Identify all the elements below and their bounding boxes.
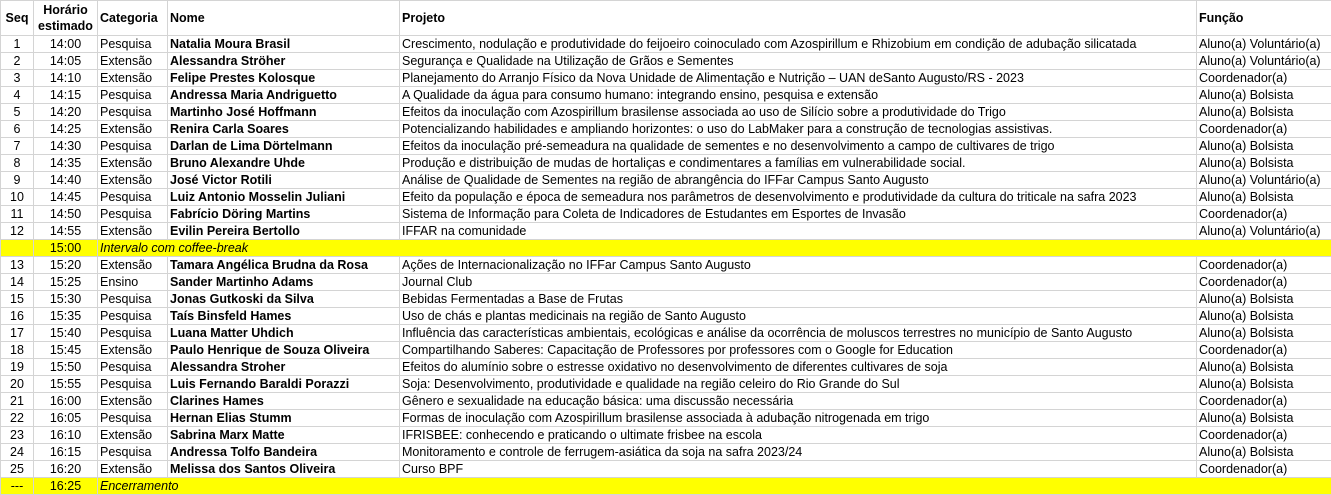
name-cell[interactable]: Andressa Maria Andriguetto <box>168 87 400 104</box>
name-cell[interactable]: Hernan Elias Stumm <box>168 410 400 427</box>
time-cell[interactable]: 14:35 <box>34 155 98 172</box>
time-cell[interactable]: 15:20 <box>34 257 98 274</box>
table-row <box>1 376 1331 393</box>
role-cell[interactable]: Coordenador(a) <box>1197 206 1331 223</box>
role-cell[interactable]: Aluno(a) Bolsista <box>1197 155 1331 172</box>
time-cell[interactable]: 15:50 <box>34 359 98 376</box>
seq-cell[interactable]: 10 <box>1 189 34 206</box>
category-cell[interactable]: Extensão <box>98 155 168 172</box>
header-categoria[interactable]: Categoria <box>98 1 168 36</box>
time-cell[interactable]: 15:35 <box>34 308 98 325</box>
name-cell[interactable]: Jonas Gutkoski da Silva <box>168 291 400 308</box>
break-row <box>1 240 1331 257</box>
time-cell[interactable]: 15:45 <box>34 342 98 359</box>
project-cell[interactable]: Efeitos do alumínio sobre o estresse oxidativo no desenvolvimento de diferentes cultivares de soja <box>400 359 1197 376</box>
time-cell[interactable]: 14:30 <box>34 138 98 155</box>
break-description-cell[interactable]: Intervalo com coffee-break <box>98 240 1331 257</box>
table-row <box>1 70 1331 87</box>
project-cell[interactable]: Formas de inoculação com Azospirillum brasilense associada à adubação nitrogenada em trigo <box>400 410 1197 427</box>
project-cell[interactable]: Sistema de Informação para Coleta de Indicadores de Estudantes em Esportes de Invasão <box>400 206 1197 223</box>
seq-cell[interactable]: 21 <box>1 393 34 410</box>
table-row <box>1 138 1331 155</box>
name-cell[interactable]: Evilin Pereira Bertollo <box>168 223 400 240</box>
category-cell[interactable]: Extensão <box>98 70 168 87</box>
time-cell[interactable]: 16:15 <box>34 444 98 461</box>
seq-cell[interactable]: 4 <box>1 87 34 104</box>
category-cell[interactable]: Pesquisa <box>98 291 168 308</box>
role-cell[interactable]: Aluno(a) Voluntário(a) <box>1197 53 1331 70</box>
role-cell[interactable]: Coordenador(a) <box>1197 257 1331 274</box>
header-horario-line2: estimado <box>38 19 93 33</box>
schedule-part-1 <box>1 36 1331 240</box>
seq-cell[interactable]: 5 <box>1 104 34 121</box>
name-cell[interactable]: Paulo Henrique de Souza Oliveira <box>168 342 400 359</box>
table-row <box>1 427 1331 444</box>
seq-cell[interactable]: 11 <box>1 206 34 223</box>
table-row <box>1 172 1331 189</box>
time-cell[interactable]: 16:20 <box>34 461 98 478</box>
table-row <box>1 461 1331 478</box>
role-cell[interactable]: Coordenador(a) <box>1197 342 1331 359</box>
seq-cell[interactable]: 15 <box>1 291 34 308</box>
role-cell[interactable]: Coordenador(a) <box>1197 274 1331 291</box>
category-cell[interactable]: Pesquisa <box>98 189 168 206</box>
category-cell[interactable]: Pesquisa <box>98 308 168 325</box>
time-cell[interactable]: 16:00 <box>34 393 98 410</box>
project-cell[interactable]: Ações de Internacionalização no IFFar Campus Santo Augusto <box>400 257 1197 274</box>
role-cell[interactable]: Aluno(a) Bolsista <box>1197 444 1331 461</box>
seq-cell[interactable]: 16 <box>1 308 34 325</box>
time-cell[interactable]: 15:30 <box>34 291 98 308</box>
name-cell[interactable]: Alessandra Ströher <box>168 53 400 70</box>
break-seq-cell[interactable] <box>1 240 34 257</box>
project-cell[interactable]: Planejamento do Arranjo Físico da Nova Unidade de Alimentação e Nutrição – UAN deSanto Augusto/RS - 2023 <box>400 70 1197 87</box>
seq-cell[interactable]: 12 <box>1 223 34 240</box>
role-cell[interactable]: Aluno(a) Voluntário(a) <box>1197 223 1331 240</box>
category-cell[interactable]: Pesquisa <box>98 359 168 376</box>
table-row <box>1 257 1331 274</box>
role-cell[interactable]: Coordenador(a) <box>1197 121 1331 138</box>
role-cell[interactable]: Aluno(a) Voluntário(a) <box>1197 36 1331 53</box>
time-cell[interactable]: 14:50 <box>34 206 98 223</box>
project-cell[interactable]: Segurança e Qualidade na Utilização de Grãos e Sementes <box>400 53 1197 70</box>
table-row <box>1 53 1331 70</box>
seq-cell[interactable]: 22 <box>1 410 34 427</box>
time-cell[interactable]: 14:00 <box>34 36 98 53</box>
table-row <box>1 393 1331 410</box>
project-cell[interactable]: Journal Club <box>400 274 1197 291</box>
table-row <box>1 325 1331 342</box>
name-cell[interactable]: Felipe Prestes Kolosque <box>168 70 400 87</box>
role-cell[interactable]: Coordenador(a) <box>1197 427 1331 444</box>
project-cell[interactable]: Análise de Qualidade de Sementes na região de abrangência do IFFar Campus Santo Augusto <box>400 172 1197 189</box>
seq-cell[interactable]: 1 <box>1 36 34 53</box>
name-cell[interactable]: José Victor Rotili <box>168 172 400 189</box>
category-cell[interactable]: Extensão <box>98 53 168 70</box>
category-cell[interactable]: Extensão <box>98 427 168 444</box>
break-section <box>1 240 1331 257</box>
name-cell[interactable]: Taís Binsfeld Hames <box>168 308 400 325</box>
name-cell[interactable]: Renira Carla Soares <box>168 121 400 138</box>
time-cell[interactable]: 14:10 <box>34 70 98 87</box>
name-cell[interactable]: Bruno Alexandre Uhde <box>168 155 400 172</box>
time-cell[interactable]: 16:05 <box>34 410 98 427</box>
end-time-cell[interactable]: 16:25 <box>34 478 98 495</box>
header-nome[interactable]: Nome <box>168 1 400 36</box>
seq-cell[interactable]: 24 <box>1 444 34 461</box>
table-row <box>1 359 1331 376</box>
category-cell[interactable]: Ensino <box>98 274 168 291</box>
name-cell[interactable]: Tamara Angélica Brudna da Rosa <box>168 257 400 274</box>
project-cell[interactable]: Influência das características ambientais, ecológicas e análise da ocorrência de moluscos terrestres no município de Santo Augusto <box>400 325 1197 342</box>
seq-cell[interactable]: 23 <box>1 427 34 444</box>
project-cell[interactable]: IFRISBEE: conhecendo e praticando o ultimate frisbee na escola <box>400 427 1197 444</box>
name-cell[interactable]: Clarines Hames <box>168 393 400 410</box>
project-cell[interactable]: Efeitos da inoculação pré-semeadura na qualidade de sementes e no desenvolvimento a campo de cultivares de trigo <box>400 138 1197 155</box>
role-cell[interactable]: Aluno(a) Bolsista <box>1197 410 1331 427</box>
seq-cell[interactable]: 6 <box>1 121 34 138</box>
category-cell[interactable]: Extensão <box>98 257 168 274</box>
table-row <box>1 104 1331 121</box>
role-cell[interactable]: Aluno(a) Bolsista <box>1197 291 1331 308</box>
header-row <box>1 1 1331 36</box>
schedule-part-2 <box>1 257 1331 478</box>
role-cell[interactable]: Coordenador(a) <box>1197 393 1331 410</box>
name-cell[interactable]: Luis Fernando Baraldi Porazzi <box>168 376 400 393</box>
seq-cell[interactable]: 14 <box>1 274 34 291</box>
break-time-cell[interactable]: 15:00 <box>34 240 98 257</box>
table-row <box>1 308 1331 325</box>
role-cell[interactable]: Aluno(a) Bolsista <box>1197 308 1331 325</box>
project-cell[interactable]: A Qualidade da água para consumo humano: integrando ensino, pesquisa e extensão <box>400 87 1197 104</box>
role-cell[interactable]: Coordenador(a) <box>1197 461 1331 478</box>
table-row <box>1 36 1331 53</box>
name-cell[interactable]: Sabrina Marx Matte <box>168 427 400 444</box>
project-cell[interactable]: Produção e distribuição de mudas de hortaliças e condimentares a famílias em vulnerabilidade social. <box>400 155 1197 172</box>
table-row <box>1 87 1331 104</box>
table-row <box>1 291 1331 308</box>
table-row <box>1 121 1331 138</box>
seq-cell[interactable]: 2 <box>1 53 34 70</box>
table-row <box>1 155 1331 172</box>
time-cell[interactable]: 16:10 <box>34 427 98 444</box>
end-seq-cell[interactable]: --- <box>1 478 34 495</box>
category-cell[interactable]: Extensão <box>98 342 168 359</box>
name-cell[interactable]: Andressa Tolfo Bandeira <box>168 444 400 461</box>
table-row <box>1 223 1331 240</box>
end-section <box>1 478 1331 495</box>
time-cell[interactable]: 14:05 <box>34 53 98 70</box>
role-cell[interactable]: Aluno(a) Bolsista <box>1197 87 1331 104</box>
project-cell[interactable]: Monitoramento e controle de ferrugem-asiática da soja na safra 2023/24 <box>400 444 1197 461</box>
project-cell[interactable]: Efeito da população e época de semeadura nos parâmetros de desenvolvimento e produtividade da cultura do triticale na safra 2023 <box>400 189 1197 206</box>
name-cell[interactable]: Luana Matter Uhdich <box>168 325 400 342</box>
seq-cell[interactable]: 3 <box>1 70 34 87</box>
role-cell[interactable]: Aluno(a) Bolsista <box>1197 359 1331 376</box>
seq-cell[interactable]: 13 <box>1 257 34 274</box>
project-cell[interactable]: Crescimento, nodulação e produtividade do feijoeiro coinoculado com Azospirillum e Rhizobium em condição de adubação silicatada <box>400 36 1197 53</box>
time-cell[interactable]: 14:40 <box>34 172 98 189</box>
seq-cell[interactable]: 19 <box>1 359 34 376</box>
name-cell[interactable]: Natalia Moura Brasil <box>168 36 400 53</box>
category-cell[interactable]: Pesquisa <box>98 36 168 53</box>
time-cell[interactable]: 15:25 <box>34 274 98 291</box>
seq-cell[interactable]: 18 <box>1 342 34 359</box>
table-row <box>1 410 1331 427</box>
category-cell[interactable]: Pesquisa <box>98 138 168 155</box>
name-cell[interactable]: Sander Martinho Adams <box>168 274 400 291</box>
project-cell[interactable]: Compartilhando Saberes: Capacitação de Professores por professores com o Google for Education <box>400 342 1197 359</box>
seq-cell[interactable]: 25 <box>1 461 34 478</box>
role-cell[interactable]: Aluno(a) Bolsista <box>1197 138 1331 155</box>
category-cell[interactable]: Pesquisa <box>98 206 168 223</box>
category-cell[interactable]: Pesquisa <box>98 104 168 121</box>
table-row <box>1 444 1331 461</box>
time-cell[interactable]: 14:25 <box>34 121 98 138</box>
category-cell[interactable]: Extensão <box>98 461 168 478</box>
time-cell[interactable]: 14:45 <box>34 189 98 206</box>
role-cell[interactable]: Coordenador(a) <box>1197 70 1331 87</box>
name-cell[interactable]: Luiz Antonio Mosselin Juliani <box>168 189 400 206</box>
time-cell[interactable]: 15:40 <box>34 325 98 342</box>
header-horario-line1: Horário <box>43 3 87 17</box>
category-cell[interactable]: Pesquisa <box>98 325 168 342</box>
seq-cell[interactable]: 17 <box>1 325 34 342</box>
name-cell[interactable]: Fabrício Döring Martins <box>168 206 400 223</box>
category-cell[interactable]: Pesquisa <box>98 376 168 393</box>
table-row <box>1 274 1331 291</box>
role-cell[interactable]: Aluno(a) Bolsista <box>1197 376 1331 393</box>
header-seq[interactable]: Seq <box>1 1 34 36</box>
role-cell[interactable]: Aluno(a) Voluntário(a) <box>1197 172 1331 189</box>
table-row <box>1 189 1331 206</box>
category-cell[interactable]: Pesquisa <box>98 410 168 427</box>
time-cell[interactable]: 15:55 <box>34 376 98 393</box>
name-cell[interactable]: Alessandra Stroher <box>168 359 400 376</box>
time-cell[interactable]: 14:15 <box>34 87 98 104</box>
time-cell[interactable]: 14:55 <box>34 223 98 240</box>
seq-cell[interactable]: 9 <box>1 172 34 189</box>
project-cell[interactable]: Soja: Desenvolvimento, produtividade e qualidade na região celeiro do Rio Grande do Sul <box>400 376 1197 393</box>
role-cell[interactable]: Aluno(a) Bolsista <box>1197 104 1331 121</box>
seq-cell[interactable]: 8 <box>1 155 34 172</box>
project-cell[interactable]: IFFAR na comunidade <box>400 223 1197 240</box>
category-cell[interactable]: Extensão <box>98 393 168 410</box>
category-cell[interactable]: Pesquisa <box>98 444 168 461</box>
category-cell[interactable]: Pesquisa <box>98 87 168 104</box>
header-horario[interactable] <box>34 1 98 36</box>
seq-cell[interactable]: 7 <box>1 138 34 155</box>
role-cell[interactable]: Aluno(a) Bolsista <box>1197 189 1331 206</box>
seq-cell[interactable]: 20 <box>1 376 34 393</box>
project-cell[interactable]: Curso BPF <box>400 461 1197 478</box>
header-funcao[interactable]: Função <box>1197 1 1331 36</box>
name-cell[interactable]: Melissa dos Santos Oliveira <box>168 461 400 478</box>
project-cell[interactable]: Bebidas Fermentadas a Base de Frutas <box>400 291 1197 308</box>
table-row <box>1 342 1331 359</box>
name-cell[interactable]: Martinho José Hoffmann <box>168 104 400 121</box>
name-cell[interactable]: Darlan de Lima Dörtelmann <box>168 138 400 155</box>
table-row <box>1 206 1331 223</box>
category-cell[interactable]: Extensão <box>98 172 168 189</box>
project-cell[interactable]: Uso de chás e plantas medicinais na região de Santo Augusto <box>400 308 1197 325</box>
header-projeto[interactable]: Projeto <box>400 1 1197 36</box>
project-cell[interactable]: Gênero e sexualidade na educação básica: uma discussão necessária <box>400 393 1197 410</box>
project-cell[interactable]: Potencializando habilidades e ampliando horizontes: o uso do LabMaker para a construção de tecnologias assistivas. <box>400 121 1197 138</box>
time-cell[interactable]: 14:20 <box>34 104 98 121</box>
category-cell[interactable]: Extensão <box>98 223 168 240</box>
role-cell[interactable]: Aluno(a) Bolsista <box>1197 325 1331 342</box>
end-row <box>1 478 1331 495</box>
end-description-cell[interactable]: Encerramento <box>98 478 1331 495</box>
category-cell[interactable]: Extensão <box>98 121 168 138</box>
project-cell[interactable]: Efeitos da inoculação com Azospirillum brasilense associada ao uso de Silício sobre a produtividade do Trigo <box>400 104 1197 121</box>
